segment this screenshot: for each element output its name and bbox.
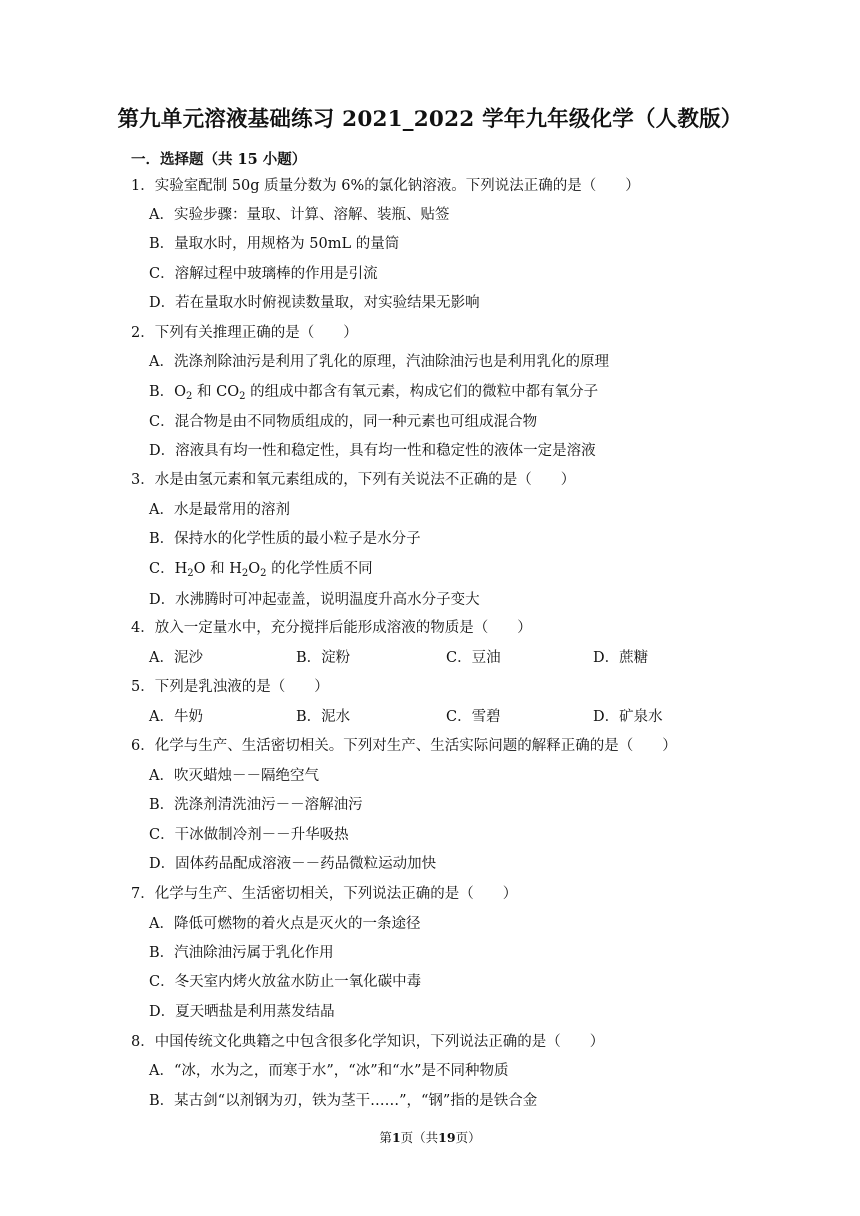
question-3-option-c: C．$H_2O$ 和 $H_2O_2$ 的化学性质不同 [149,561,373,579]
question-6-option-d: D．固体药品配成溶液－－药品微粒运动加快 [149,856,437,872]
question-4-option-a: A．泥沙 [149,650,203,666]
question-1-option-a: A．实验步骤：量取、计算、溶解、装瓶、贴签 [149,207,450,223]
question-3-option-a: A．水是最常用的溶剂 [149,502,290,518]
question-3-option-d: D．水沸腾时可冲起壶盖，说明温度升高水分子变大 [149,592,480,608]
question-6-option-b: B．洗涤剂清洗油污－－溶解油污 [149,797,363,813]
question-4-option-d: D．蔗糖 [593,650,649,666]
question-2-option-d: D．溶液具有均一性和稳定性，具有均一性和稳定性的液体一定是溶液 [149,443,596,459]
question-5-option-b: B．泥水 [296,709,351,725]
question-8-option-b: B．某古剑“以剂钢为刃，铁为茎干……”，“钢”指的是铁合金 [149,1093,538,1109]
question-7-option-d: D．夏天晒盐是利用蒸发结晶 [149,1004,335,1020]
question-1-option-d: D．若在量取水时俯视读数量取，对实验结果无影响 [149,295,480,311]
question-5-stem: 5．下列是乳浊液的是（ ） [131,679,329,695]
question-1-stem: 1．实验室配制 50g 质量分数为 6%的氯化钠溶液。下列说法正确的是（ ） [131,178,640,194]
question-1-option-c: C．溶解过程中玻璃棒的作用是引流 [149,266,378,282]
question-1-option-b: B．量取水时，用规格为 50mL 的量筒 [149,236,400,252]
page-footer: 第1页（共19页） [379,1130,481,1145]
question-5-option-d: D．矿泉水 [593,709,663,725]
question-6-option-c: C．干冰做制冷剂－－升华吸热 [149,827,349,843]
question-8-option-a: A．“冰，水为之，而寒于水”，“冰”和“水”是不同种物质 [149,1063,509,1079]
question-2-stem: 2．下列有关推理正确的是（ ） [131,325,358,341]
question-7-option-c: C．冬天室内烤火放盆水防止一氧化碳中毒 [149,974,422,990]
question-6-option-a: A．吹灭蜡烛－－隔绝空气 [149,768,319,784]
current-page-number: 1 [391,1130,401,1145]
question-2-option-a: A．洗涤剂除油污是利用了乳化的原理，汽油除油污也是利用乳化的原理 [149,354,609,370]
section-heading: 一．选择题（共 15 小题） [131,151,307,168]
question-8-stem: 8．中国传统文化典籍之中包含很多化学知识，下列说法正确的是（ ） [131,1034,605,1050]
question-2-option-c: C．混合物是由不同物质组成的，同一种元素也可组成混合物 [149,414,538,430]
question-5-option-c: C．雪碧 [446,709,501,725]
question-3-option-b: B．保持水的化学性质的最小粒子是水分子 [149,531,421,547]
question-5-option-a: A．牛奶 [149,709,203,725]
total-page-count: 19 [438,1130,456,1145]
question-2-option-b: B．$O_2$ 和 $CO_2$ 的组成中都含有氧元素，构成它们的微粒中都有氧分子 [149,384,599,402]
question-4-option-b: B．淀粉 [296,650,351,666]
question-7-option-b: B．汽油除油污属于乳化作用 [149,945,334,961]
question-4-option-c: C．豆油 [446,650,501,666]
question-7-option-a: A．降低可燃物的着火点是灭火的一条途径 [149,916,421,932]
question-6-stem: 6．化学与生产、生活密切相关。下列对生产、生活实际问题的解释正确的是（ ） [131,738,677,754]
question-7-stem: 7．化学与生产、生活密切相关，下列说法正确的是（ ） [131,886,518,902]
question-3-stem: 3．水是由氢元素和氧元素组成的，下列有关说法不正确的是（ ） [131,472,576,488]
document-title: 第九单元溶液基础练习 2021_2022 学年九年级化学（人教版） [117,107,743,132]
question-4-stem: 4．放入一定量水中，充分搅拌后能形成溶液的物质是（ ） [131,620,532,636]
